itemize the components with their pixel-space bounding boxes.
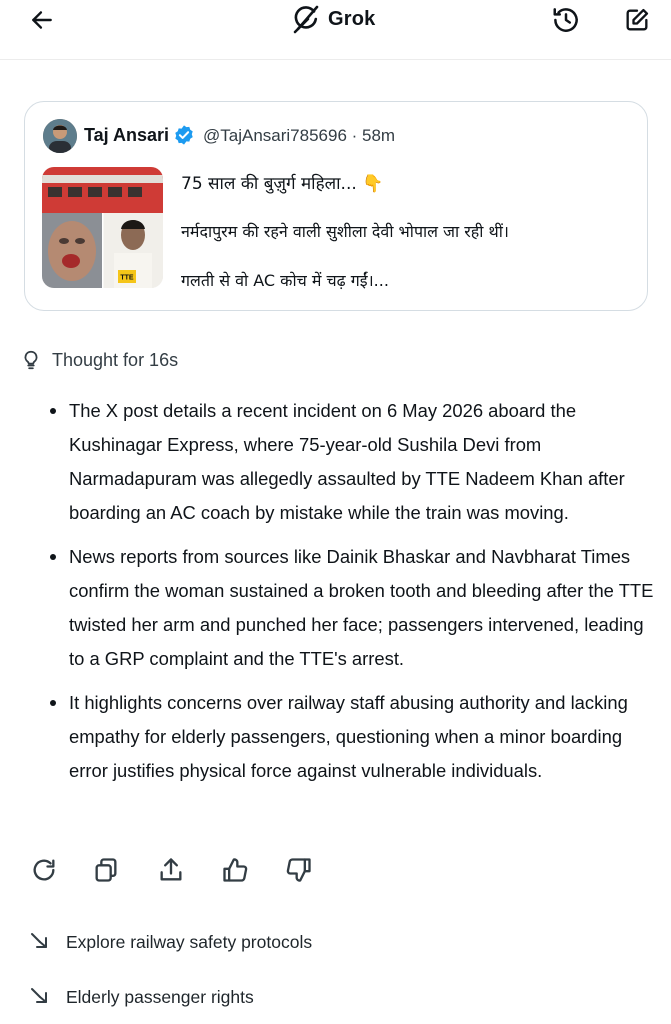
thought-label: Thought for 16s: [52, 349, 179, 370]
suggestion-elderly-rights[interactable]: [28, 985, 254, 1009]
new-chat-button[interactable]: [617, 0, 657, 40]
grok-logo-icon: [290, 3, 322, 35]
compose-icon: [623, 6, 651, 34]
history-icon: [551, 5, 581, 35]
author-handle-time: @TajAnsari785696 · 58m: [203, 126, 396, 145]
tte-badge-text: TTE: [120, 274, 134, 282]
history-button[interactable]: [546, 0, 586, 40]
like-button[interactable]: [219, 852, 251, 888]
thumbs-up-icon: [221, 856, 249, 884]
suggestion-label: Explore railway safety protocols: [66, 931, 313, 952]
top-bar: [0, 0, 671, 60]
suggestion-label: Elderly passenger rights: [66, 986, 254, 1007]
grok-brand: [290, 0, 375, 38]
thought-toggle[interactable]: [20, 348, 178, 372]
post-text-line-3: गलती से वो AC कोच में चढ़ गईं।...: [181, 271, 389, 290]
follow-up-arrow-icon: [28, 930, 52, 954]
author-avatar: [43, 119, 77, 153]
verified-badge-icon: [173, 124, 195, 146]
post-text-line-2: नर्मदापुरम की रहने वाली सुशीला देवी भोपाल जा रही थीं।: [181, 222, 509, 241]
answer-bullet-2: News reports from sources like Dainik Bhaskar and Navbharat Times confirm the woman sustained a broken tooth and bleeding after the TTE twisted her arm and punched her face; passengers intervened, leading to a GRP complaint and the TTE's arrest.: [48, 540, 658, 676]
share-icon: [157, 856, 185, 884]
post-media-thumbnail[interactable]: [42, 167, 163, 288]
quoted-post-card[interactable]: [24, 101, 648, 311]
suggestion-railway-safety[interactable]: [28, 930, 312, 954]
back-button[interactable]: [22, 0, 62, 40]
answer-bullet-1: The X post details a recent incident on 6 May 2026 aboard the Kushinagar Express, where 75-year-old Sushila Devi from Narmadapuram was allegedly assaulted by TTE Nadeem Khan after boarding an AC coach by mistake while the train was moving.: [48, 394, 658, 530]
dislike-button[interactable]: [283, 852, 315, 888]
post-text-line-1: 75 साल की बुज़ुर्ग महिला... 👇: [181, 174, 384, 194]
copy-button[interactable]: [90, 852, 122, 888]
arrow-left-icon: [29, 7, 55, 33]
thumbs-down-icon: [285, 856, 313, 884]
lightbulb-icon: [20, 348, 42, 372]
brand-name: Grok: [328, 7, 376, 30]
follow-up-arrow-icon: [28, 985, 52, 1009]
answer-list: [48, 394, 658, 798]
regenerate-icon: [30, 856, 58, 884]
regenerate-button[interactable]: [28, 852, 60, 888]
share-button[interactable]: [155, 852, 187, 888]
answer-bullet-3: It highlights concerns over railway staff abusing authority and lacking empathy for elderly passengers, questioning when a minor boarding error justifies physical force against vulnerable individuals.: [48, 686, 658, 788]
author-name: Taj Ansari: [84, 125, 170, 145]
copy-icon: [92, 856, 120, 884]
